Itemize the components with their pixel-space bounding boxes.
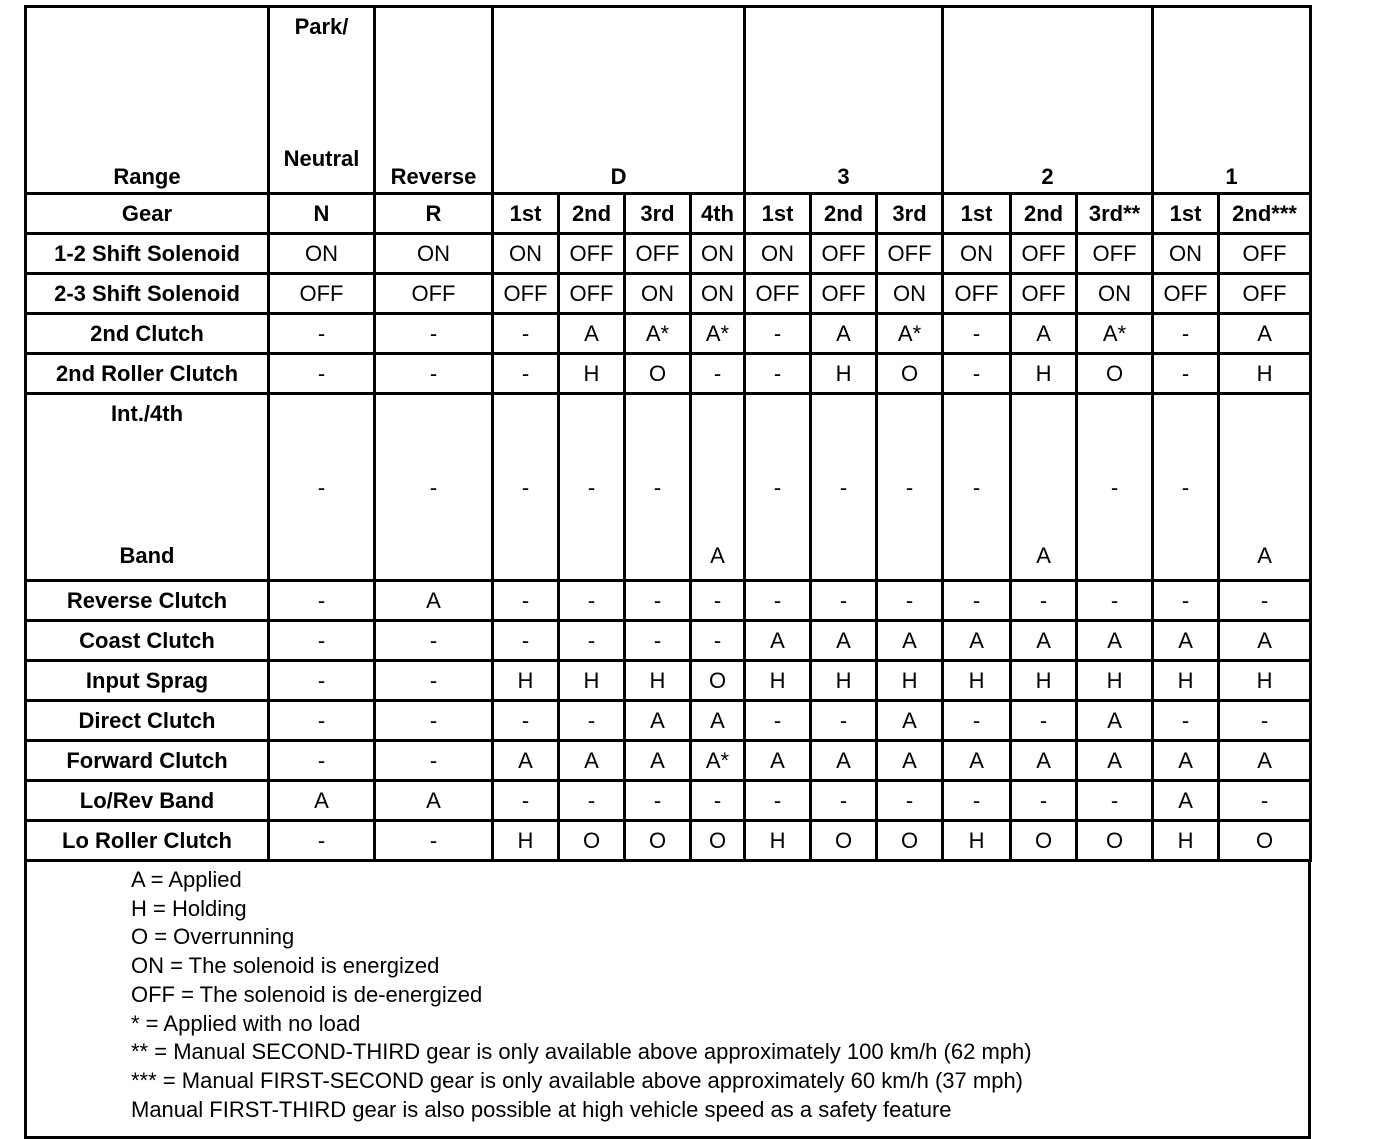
band-cell-mid: - [429,475,438,500]
table-cell [943,394,1011,581]
table-cell: - [493,781,559,821]
int-4th-band-row [26,394,1311,581]
table-cell: - [943,581,1011,621]
table-cell: - [375,661,493,701]
band-cell-bottom: A [1036,543,1051,568]
table-cell: OFF [811,274,877,314]
table-cell: - [811,781,877,821]
table-cell: OFF [1219,274,1311,314]
table-cell: A [691,701,745,741]
table-cell: OFF [1153,274,1219,314]
shift-2-3-row-label: 2-3 Shift Solenoid [26,274,269,314]
legend-line: ** = Manual SECOND-THIRD gear is only available above approximately 100 km/h (62 mph) [131,1039,1032,1065]
shift-2-3-row [26,274,1311,314]
application-table [24,5,1312,862]
table-cell: ON [877,274,943,314]
table-cell: O [625,821,691,861]
table-cell: A [1153,781,1219,821]
input-sprag-row-label: Input Sprag [26,661,269,701]
band-cell-bottom: A [710,543,725,568]
table-cell: H [811,661,877,701]
legend-line: H = Holding [131,895,247,921]
table-cell: - [269,701,375,741]
range-header-row [26,7,1311,194]
table-cell: 2nd [559,194,625,234]
table-cell: H [1153,821,1219,861]
table-cell [1077,394,1153,581]
table-cell: - [559,781,625,821]
table-cell: - [691,621,745,661]
table-cell: A [1153,741,1219,781]
table-cell: 1st [943,194,1011,234]
table-cell: A [745,741,811,781]
table-cell: - [375,354,493,394]
range-3: 3 [745,7,943,194]
table-cell: - [745,354,811,394]
table-cell: - [625,781,691,821]
table-cell: H [1219,354,1311,394]
table-cell: OFF [493,274,559,314]
table-cell: 2nd [1011,194,1077,234]
table-cell: A [1077,701,1153,741]
table-cell: - [1153,701,1219,741]
table-cell: A [745,621,811,661]
second-roller-clutch-row-label: 2nd Roller Clutch [26,354,269,394]
table-cell: OFF [559,274,625,314]
second-clutch-row-label: 2nd Clutch [26,314,269,354]
table-cell [877,394,943,581]
table-cell: O [877,821,943,861]
table-cell: - [691,581,745,621]
table-cell: H [943,821,1011,861]
table-cell: 3rd [625,194,691,234]
table-cell: - [811,701,877,741]
table-cell: OFF [811,234,877,274]
table-cell: H [493,821,559,861]
table-cell: 3rd [877,194,943,234]
table-cell: OFF [1077,234,1153,274]
table-cell: - [745,314,811,354]
table-cell: - [559,581,625,621]
table-cell: - [1153,581,1219,621]
table-cell: A [269,781,375,821]
table-cell: A [811,621,877,661]
table-cell: - [943,314,1011,354]
table-cell: A* [691,741,745,781]
range-2: 2 [943,7,1153,194]
band-cell-mid: - [773,475,782,500]
reverse-clutch-row [26,581,1311,621]
table-cell: - [269,581,375,621]
range-label: Range [26,7,269,194]
band-cell-mid: - [653,475,662,500]
table-cell: ON [691,234,745,274]
range-d: D [493,7,745,194]
coast-clutch-row [26,621,1311,661]
table-cell: ON [745,234,811,274]
table-cell: A [559,741,625,781]
table-cell: H [1011,661,1077,701]
table-cell: - [745,581,811,621]
table-cell: - [375,741,493,781]
table-cell: OFF [375,274,493,314]
table-cell: A [811,314,877,354]
table-cell: A* [877,314,943,354]
table-cell: N [269,194,375,234]
table-cell: A* [625,314,691,354]
table-cell: A [943,621,1011,661]
coast-clutch-row-label: Coast Clutch [26,621,269,661]
direct-clutch-row [26,701,1311,741]
table-cell: - [943,781,1011,821]
table-cell: O [691,661,745,701]
legend-line: OFF = The solenoid is de-energized [131,981,483,1007]
table-cell: - [269,354,375,394]
table-cell: ON [1077,274,1153,314]
table-cell: A [1011,621,1077,661]
table-cell: - [269,661,375,701]
neutral-label: Neutral [283,146,360,171]
table-cell: A [625,701,691,741]
table-cell: - [493,621,559,661]
table-cell: A [1077,621,1153,661]
lo-roller-clutch-row-label: Lo Roller Clutch [26,821,269,861]
table-cell: H [493,661,559,701]
table-cell: A [1153,621,1219,661]
range-1: 1 [1153,7,1311,194]
table-cell: - [269,741,375,781]
table-cell: - [625,581,691,621]
table-cell [269,394,375,581]
park-label: Park/ [294,14,349,39]
legend-line: *** = Manual FIRST-SECOND gear is only available above approximately 60 km/h (37 mph) [131,1067,1024,1093]
table-cell: - [1153,354,1219,394]
table-cell: H [1077,661,1153,701]
second-clutch-row [26,314,1311,354]
table-cell: A* [1077,314,1153,354]
table-cell: H [745,821,811,861]
table-cell: A [375,581,493,621]
table-cell: - [375,314,493,354]
range-park-neutral [269,7,375,194]
band-cell-mid: - [587,475,596,500]
table-cell: - [811,581,877,621]
gear-row-label: Gear [26,194,269,234]
table-cell: - [1077,581,1153,621]
table-cell: - [1011,781,1077,821]
table-cell [691,394,745,581]
table-cell: A [1011,741,1077,781]
table-cell: - [375,621,493,661]
table-cell: OFF [943,274,1011,314]
band-cell-mid: - [1181,475,1190,500]
table-cell: OFF [269,274,375,314]
legend-line: O = Overrunning [131,924,295,950]
gear-row [26,194,1311,234]
table-cell: - [559,701,625,741]
table-cell: - [943,354,1011,394]
table-cell: H [943,661,1011,701]
reverse-clutch-row-label: Reverse Clutch [26,581,269,621]
table-cell: A [559,314,625,354]
direct-clutch-row-label: Direct Clutch [26,701,269,741]
table-cell: - [943,701,1011,741]
lo-rev-band-row [26,781,1311,821]
table-cell: - [1153,314,1219,354]
table-cell: OFF [745,274,811,314]
table-cell: H [811,354,877,394]
table-cell: A [1077,741,1153,781]
table-cell: ON [375,234,493,274]
band-cell-mid: - [521,475,530,500]
table-cell: A [877,741,943,781]
table-cell: A* [691,314,745,354]
table-cell: - [375,821,493,861]
shift-1-2-row-label: 1-2 Shift Solenoid [26,234,269,274]
table-cell: A [1219,314,1311,354]
table-cell: ON [493,234,559,274]
table-cell: O [1219,821,1311,861]
table-cell: H [745,661,811,701]
table-cell: A [493,741,559,781]
table-cell: H [877,661,943,701]
table-cell: - [625,621,691,661]
table-cell: - [1219,701,1311,741]
band-cell-mid: - [839,475,848,500]
table-cell: ON [269,234,375,274]
table-cell: O [811,821,877,861]
table-cell: - [493,581,559,621]
input-sprag-row [26,661,1311,701]
table-cell: O [625,354,691,394]
forward-clutch-row [26,741,1311,781]
table-cell [559,394,625,581]
band-cell-mid: - [1110,475,1119,500]
table-cell: - [691,781,745,821]
table-cell: - [745,701,811,741]
table-cell: - [559,621,625,661]
table-cell: ON [691,274,745,314]
legend-line: * = Applied with no load [131,1010,361,1036]
table-cell: OFF [625,234,691,274]
table-cell [811,394,877,581]
table-cell: - [877,581,943,621]
transmission-application-chart [24,5,1311,1139]
band-cell-mid: - [972,475,981,500]
table-cell: O [1011,821,1077,861]
legend-line: ON = The solenoid is energized [131,953,440,979]
int-4th-band-label [26,394,269,581]
table-cell: ON [1153,234,1219,274]
table-cell: O [1077,354,1153,394]
table-cell: - [493,354,559,394]
table-cell: H [625,661,691,701]
table-cell: 1st [745,194,811,234]
table-cell: - [375,701,493,741]
table-cell: OFF [1011,234,1077,274]
band-cell-mid: - [317,475,326,500]
table-cell: A [877,621,943,661]
table-cell: - [1077,781,1153,821]
table-cell: 1st [493,194,559,234]
table-cell: - [493,314,559,354]
table-cell: H [1219,661,1311,701]
table-cell [1011,394,1077,581]
table-cell: A [1011,314,1077,354]
table-cell: - [269,314,375,354]
table-cell [493,394,559,581]
table-cell: O [877,354,943,394]
table-cell: ON [625,274,691,314]
table-cell: R [375,194,493,234]
table-cell [1153,394,1219,581]
table-cell: A [943,741,1011,781]
shift-1-2-row [26,234,1311,274]
table-cell: A [877,701,943,741]
table-cell: - [877,781,943,821]
table-cell: A [811,741,877,781]
legend-line: A = Applied [131,867,242,892]
table-cell: H [559,661,625,701]
table-cell: - [1219,581,1311,621]
table-cell: OFF [1219,234,1311,274]
band-label-top: Int./4th [110,401,184,426]
table-cell: H [559,354,625,394]
table-cell: 3rd** [1077,194,1153,234]
table-cell [1219,394,1311,581]
range-reverse: Reverse [375,7,493,194]
table-cell: O [559,821,625,861]
table-cell: A [375,781,493,821]
table-cell: 2nd [811,194,877,234]
table-cell: - [1011,581,1077,621]
table-cell: OFF [1011,274,1077,314]
second-roller-clutch-row [26,354,1311,394]
table-cell: O [1077,821,1153,861]
lo-rev-band-row-label: Lo/Rev Band [26,781,269,821]
table-cell: A [625,741,691,781]
table-cell: 4th [691,194,745,234]
table-cell: - [745,781,811,821]
table-cell: O [691,821,745,861]
table-cell: A [1219,621,1311,661]
table-cell: 1st [1153,194,1219,234]
table-cell: ON [943,234,1011,274]
table-cell [375,394,493,581]
table-cell: - [1219,781,1311,821]
table-cell: A [1219,741,1311,781]
table-cell: - [269,821,375,861]
table-cell: 2nd*** [1219,194,1311,234]
band-cell-bottom: A [1257,543,1272,568]
legend-line: Manual FIRST-THIRD gear is also possible at high vehicle speed as a safety feature [131,1096,952,1122]
table-cell: - [691,354,745,394]
band-label-bottom: Band [119,543,175,568]
table-cell: H [1011,354,1077,394]
band-cell-mid: - [905,475,914,500]
table-cell: OFF [559,234,625,274]
legend [24,862,1311,1139]
table-cell [625,394,691,581]
table-cell: OFF [877,234,943,274]
table-cell: - [1011,701,1077,741]
table-cell: H [1153,661,1219,701]
table-cell: - [269,621,375,661]
table-cell [745,394,811,581]
forward-clutch-row-label: Forward Clutch [26,741,269,781]
table-cell: - [493,701,559,741]
lo-roller-clutch-row [26,821,1311,861]
